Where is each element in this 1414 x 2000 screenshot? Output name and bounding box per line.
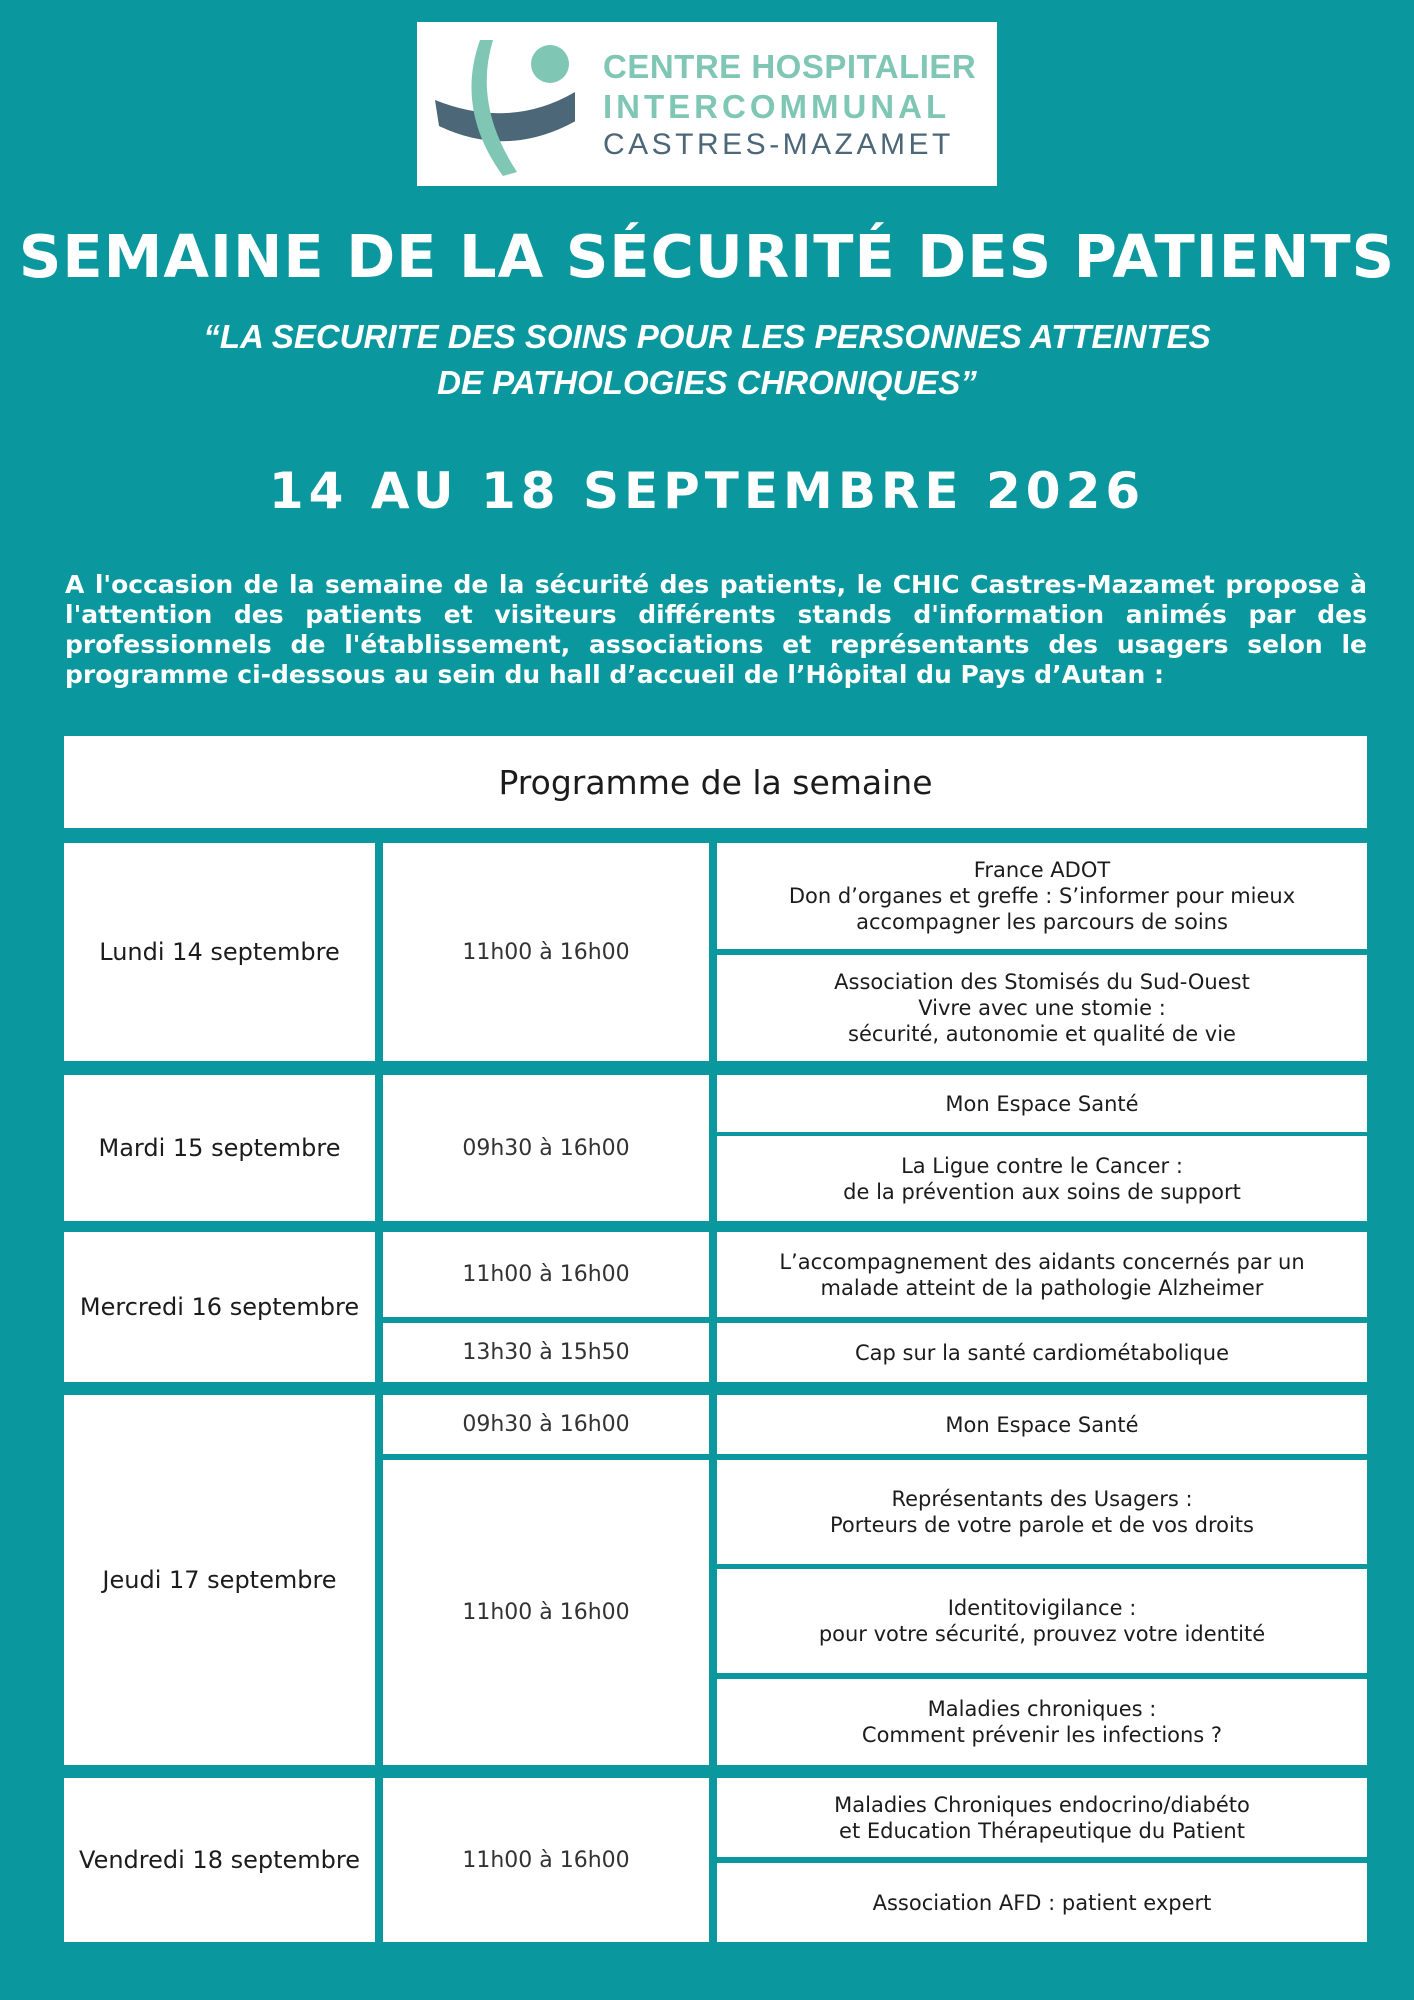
activity-text-line: Vivre avec une stomie : <box>918 996 1166 1020</box>
activity-fri-1 <box>717 1778 1367 1857</box>
activity-tue-2 <box>717 1136 1367 1221</box>
activity-thu-2 <box>717 1460 1367 1564</box>
activity-thu-3 <box>717 1569 1367 1673</box>
time-thursday-2: 11h00 à 16h00 <box>383 1460 709 1765</box>
activity-text-line: Identitovigilance : <box>947 1596 1137 1620</box>
activity-text-line: Association des Stomisés du Sud-Ouest <box>834 970 1250 994</box>
activity-thu-1 <box>717 1395 1367 1454</box>
activity-text-line: Association AFD : patient expert <box>872 1890 1212 1915</box>
time-tuesday: 09h30 à 16h00 <box>383 1075 709 1221</box>
hospital-logo-mark-icon <box>425 30 575 180</box>
time-wednesday-1: 11h00 à 16h00 <box>383 1232 709 1317</box>
day-friday: Vendredi 18 septembre <box>64 1778 375 1942</box>
activity-text-line: Maladies Chroniques endocrino/diabéto <box>834 1792 1250 1817</box>
hospital-logo <box>417 22 997 186</box>
time-friday: 11h00 à 16h00 <box>383 1778 709 1942</box>
activity-text-line: accompagner les parcours de soins <box>856 910 1228 934</box>
page-title: SEMAINE DE LA SÉCURITÉ DES PATIENTS <box>18 222 1396 291</box>
activity-text-line: L’accompagnement des aidants concernés par un <box>779 1249 1305 1274</box>
activity-mon-1 <box>717 843 1367 949</box>
activity-text-line: Mon Espace Santé <box>945 1412 1139 1437</box>
activity-wed-2 <box>717 1323 1367 1382</box>
activity-text-line: malade atteint de la pathologie Alzheimer <box>820 1275 1264 1300</box>
day-wednesday: Mercredi 16 septembre <box>64 1232 375 1382</box>
day-tuesday: Mardi 15 septembre <box>64 1075 375 1221</box>
activity-text-line: et Education Thérapeutique du Patient <box>839 1818 1245 1843</box>
activity-text-line: Don d’organes et greffe : S’informer pour mieux <box>788 884 1296 908</box>
activity-text-line: de la prévention aux soins de support <box>843 1179 1241 1204</box>
activity-wed-1 <box>717 1232 1367 1317</box>
activity-tue-1 <box>717 1075 1367 1132</box>
time-thursday-1: 09h30 à 16h00 <box>383 1395 709 1454</box>
subtitle-line1: “LA SECURITE DES SOINS POUR LES PERSONNES ATTEINTES <box>203 318 1211 355</box>
activity-text-line: La Ligue contre le Cancer : <box>901 1153 1183 1178</box>
activity-text-line: Représentants des Usagers : <box>891 1487 1193 1511</box>
page-subtitle <box>100 314 1314 406</box>
activity-text-line: Mon Espace Santé <box>945 1091 1139 1116</box>
activity-thu-4 <box>717 1679 1367 1765</box>
activity-text-line: Cap sur la santé cardiométabolique <box>854 1340 1229 1365</box>
event-dates: 14 AU 18 SEPTEMBRE 2026 <box>268 462 1146 520</box>
logo-text-line2: INTERCOMMUNAL <box>603 88 951 125</box>
intro-paragraph: A l'occasion de la semaine de la sécurité des patients, le CHIC Castres-Mazamet propose à l'attention des patients et visiteurs différents stands d'information animés par des professionnels de l'établissement, associations et représentants des usagers selon le programme ci-dessous au sein du hall d’accueil de l’Hôpital du Pays d’Autan : <box>65 570 1367 689</box>
logo-text-line1: CENTRE HOSPITALIER <box>603 48 977 85</box>
time-wednesday-2: 13h30 à 15h50 <box>383 1323 709 1382</box>
time-monday: 11h00 à 16h00 <box>383 843 709 1061</box>
activity-fri-2 <box>717 1863 1367 1942</box>
activity-text-line: France ADOT <box>973 858 1111 882</box>
activity-mon-2 <box>717 955 1367 1061</box>
activity-text-line: Porteurs de votre parole et de vos droits <box>830 1513 1254 1537</box>
activity-text-line: Maladies chroniques : <box>927 1697 1157 1721</box>
program-header: Programme de la semaine <box>64 736 1367 828</box>
activity-text-line: Comment prévenir les infections ? <box>861 1723 1223 1747</box>
logo-text-line3: CASTRES-MAZAMET <box>603 128 954 161</box>
activity-text-line: pour votre sécurité, prouvez votre identité <box>818 1622 1266 1646</box>
subtitle-line2: DE PATHOLOGIES CHRONIQUES” <box>437 364 977 401</box>
day-thursday: Jeudi 17 septembre <box>64 1395 375 1765</box>
activity-text-line: sécurité, autonomie et qualité de vie <box>848 1022 1236 1046</box>
day-monday: Lundi 14 septembre <box>64 843 375 1061</box>
